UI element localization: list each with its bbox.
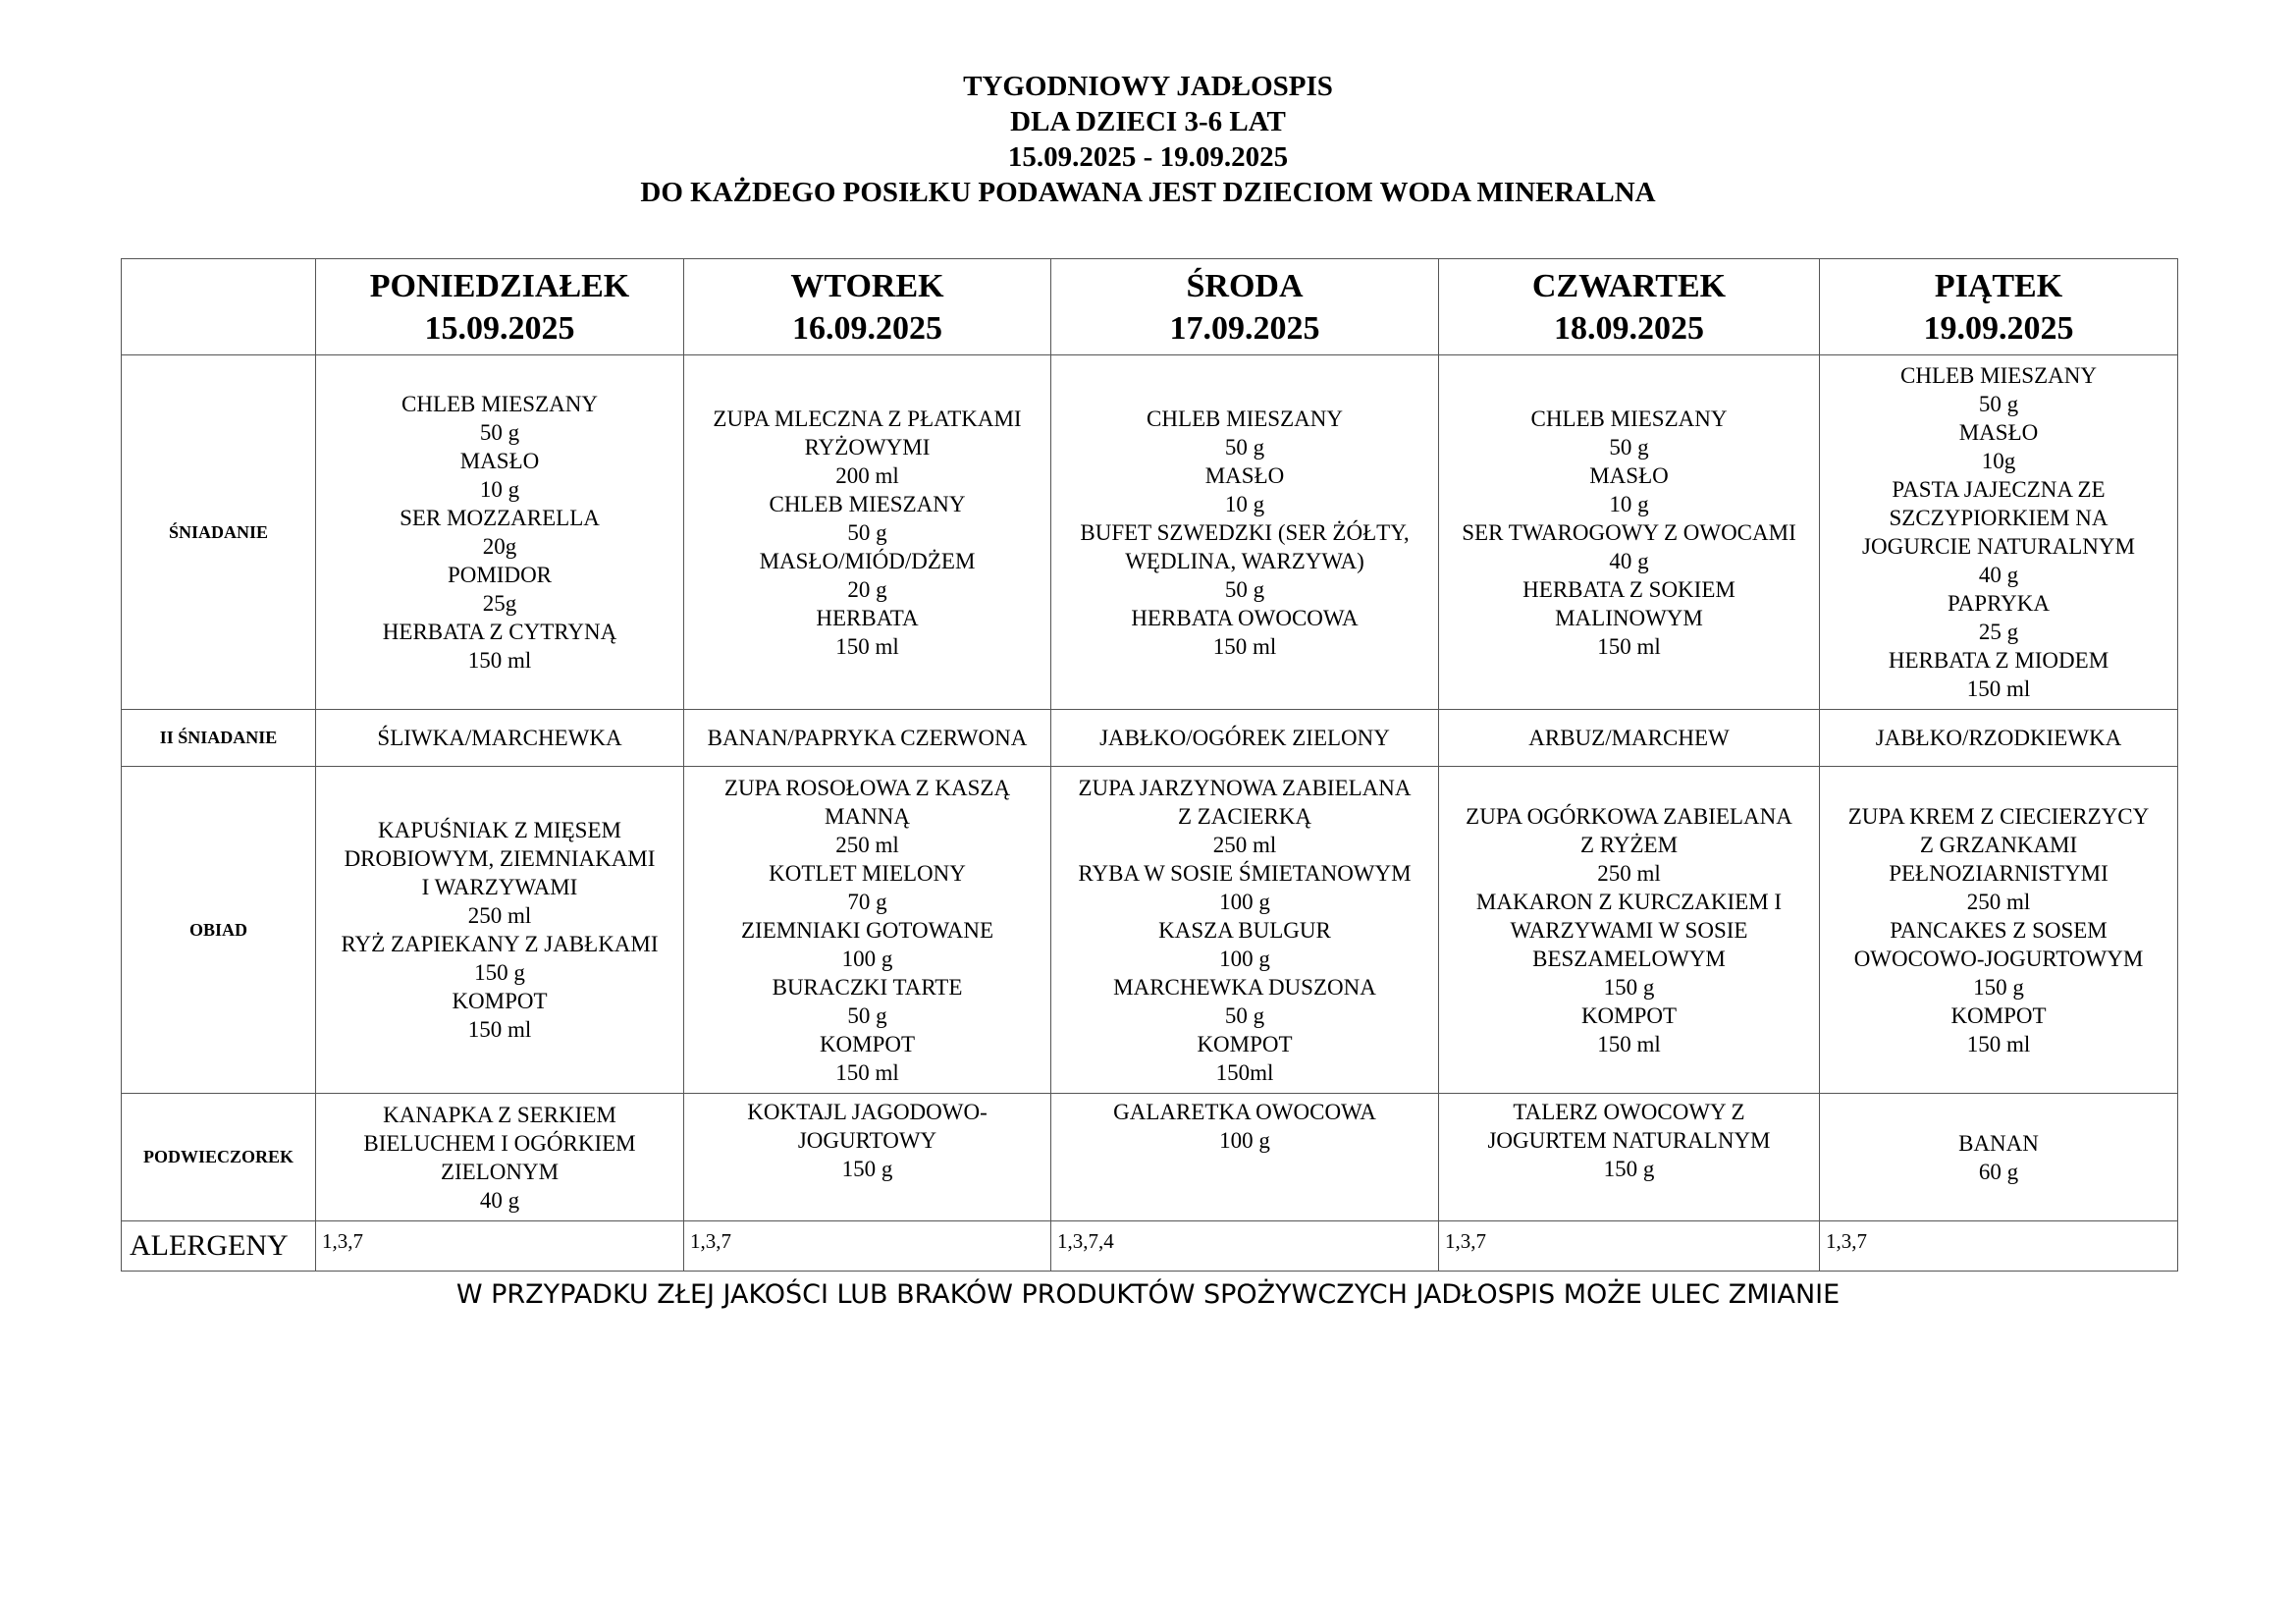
menu-item-line: CHLEB MIESZANY	[1900, 363, 2097, 388]
menu-item-line: 25g	[482, 591, 517, 616]
breakfast-row	[122, 355, 2178, 710]
menu-item-line: I WARZYWAMI	[421, 875, 578, 899]
allergens-row	[122, 1221, 2178, 1272]
meal-cell	[316, 355, 684, 710]
menu-item-line: 150 ml	[1966, 677, 2031, 701]
menu-item-line: HERBATA Z MIODEM	[1888, 648, 2109, 673]
menu-item-line: 150 g	[1603, 1157, 1655, 1181]
menu-item-line: RYBA W SOSIE ŚMIETANOWYM	[1078, 860, 1412, 886]
allergen-codes: 1,3,7	[316, 1221, 684, 1272]
menu-item-line: 50 g	[479, 420, 520, 445]
meal-cell	[1439, 355, 1820, 710]
menu-item-line: 50 g	[1978, 392, 2019, 416]
menu-item-line: 150 ml	[467, 1017, 532, 1042]
menu-item-line: RYŻ ZAPIEKANY Z JABŁKAMI	[341, 932, 659, 956]
menu-item-line: JABŁKO/OGÓREK ZIELONY	[1099, 726, 1390, 750]
menu-item-line: CHLEB MIESZANY	[1530, 406, 1728, 431]
menu-item-line: ZUPA JARZYNOWA ZABIELANA	[1078, 775, 1412, 800]
day-date: 19.09.2025	[1923, 309, 2074, 347]
menu-item-line: 250 ml	[835, 832, 899, 857]
day-date: 16.09.2025	[792, 309, 942, 347]
menu-item-line: 50 g	[847, 519, 887, 545]
allergen-codes: 1,3,7	[684, 1221, 1051, 1272]
menu-item-line: MALINOWYM	[1555, 605, 1703, 630]
menu-item-line: 50 g	[1224, 576, 1265, 602]
menu-item-line: 150 ml	[467, 648, 532, 673]
day-header	[684, 259, 1051, 355]
menu-item-line: ZUPA ROSOŁOWA Z KASZĄ	[723, 775, 1011, 800]
allergen-codes: 1,3,7,4	[1051, 1221, 1439, 1272]
menu-item-line: 150ml	[1215, 1059, 1274, 1085]
menu-item-line: 50 g	[1224, 434, 1265, 460]
snack-row	[122, 1094, 2178, 1221]
menu-item-line: KAPUŚNIAK Z MIĘSEM	[378, 818, 621, 842]
menu-item-line: 40 g	[1978, 563, 2019, 587]
menu-item-line: CHLEB MIESZANY	[1147, 406, 1343, 431]
meal-cell	[1439, 1094, 1820, 1221]
menu-item-line: 10 g	[1609, 491, 1649, 516]
menu-item-line: 50 g	[1224, 1002, 1265, 1028]
menu-item-line: PEŁNOZIARNISTYMI	[1889, 860, 2109, 886]
menu-item-line: ŚLIWKA/MARCHEWKA	[377, 726, 622, 750]
weekly-menu-table	[121, 258, 2178, 1272]
day-header	[1439, 259, 1820, 355]
menu-item-line: 150 g	[474, 960, 525, 985]
day-header-row	[122, 259, 2178, 355]
menu-item-line: Z ZACIERKĄ	[1177, 803, 1312, 829]
day-name: WTOREK	[790, 267, 944, 304]
menu-item-line: 150 ml	[1966, 1031, 2031, 1056]
menu-item-line: 40 g	[1609, 548, 1649, 573]
menu-item-line: MARCHEWKA DUSZONA	[1113, 974, 1376, 1000]
menu-item-line: Z GRZANKAMI	[1919, 832, 2078, 857]
menu-item-line: HERBATA Z CYTRYNĄ	[382, 620, 617, 644]
menu-item-line: 10g	[1981, 449, 2016, 473]
menu-item-line: 20 g	[847, 576, 887, 602]
menu-item-line: BESZAMELOWYM	[1532, 946, 1726, 971]
menu-item-line: RYŻOWYMI	[804, 434, 931, 460]
menu-item-line: ZUPA KREM Z CIECIERZYCY	[1847, 803, 2150, 829]
menu-item-line: BUFET SZWEDZKI (SER ŻÓŁTY,	[1080, 519, 1410, 545]
menu-item-line: ARBUZ/MARCHEW	[1528, 726, 1730, 750]
meal-label: ŚNIADANIE	[122, 355, 316, 710]
menu-item-line: 25 g	[1978, 620, 2019, 644]
meal-cell	[1051, 1094, 1439, 1221]
menu-item-line: 200 ml	[835, 462, 899, 488]
day-date: 15.09.2025	[424, 309, 575, 347]
menu-item-line: SZCZYPIORKIEM NA	[1889, 506, 2109, 530]
age-group: DLA DZIECI 3-6 LAT	[1010, 106, 1286, 137]
lunch-row	[122, 767, 2178, 1094]
menu-item-line: JOGURTEM NATURALNYM	[1487, 1128, 1771, 1153]
menu-item-line: JOGURCIE NATURALNYM	[1862, 534, 2135, 559]
meal-cell	[316, 710, 684, 767]
meal-label: OBIAD	[122, 767, 316, 1094]
menu-item-line: TALERZ OWOCOWY Z	[1513, 1100, 1745, 1124]
menu-item-line: ZUPA OGÓRKOWA ZABIELANA	[1466, 803, 1792, 829]
menu-item-line: Z RYŻEM	[1579, 832, 1679, 857]
menu-item-line: 60 g	[1978, 1159, 2019, 1184]
menu-item-line: 10 g	[1224, 491, 1265, 516]
date-range: 15.09.2025 - 19.09.2025	[1007, 141, 1289, 173]
menu-item-line: 100 g	[841, 946, 893, 971]
day-name: CZWARTEK	[1531, 267, 1727, 304]
menu-item-line: 150 g	[1603, 974, 1655, 1000]
menu-item-line: 100 g	[1219, 946, 1270, 971]
day-header	[1051, 259, 1439, 355]
menu-item-line: 50 g	[1609, 434, 1649, 460]
day-date: 17.09.2025	[1169, 309, 1320, 347]
meal-cell	[1820, 355, 2178, 710]
menu-item-line: JABŁKO/RZODKIEWKA	[1875, 726, 2122, 750]
menu-item-line: 250 ml	[1597, 860, 1661, 886]
menu-item-line: ZUPA MLECZNA Z PŁATKAMI	[713, 406, 1022, 431]
menu-item-line: BANAN/PAPRYKA CZERWONA	[707, 726, 1028, 750]
menu-item-line: WĘDLINA, WARZYWA)	[1125, 548, 1364, 573]
menu-item-line: 150 g	[1973, 974, 2024, 1000]
menu-item-line: MASŁO/MIÓD/DŻEM	[759, 548, 976, 573]
meal-cell	[316, 767, 684, 1094]
menu-item-line: GALARETKA OWOCOWA	[1113, 1100, 1376, 1124]
menu-item-line: ZIELONYM	[440, 1159, 560, 1184]
menu-item-line: BANAN	[1958, 1130, 2039, 1156]
menu-item-line: 150 ml	[835, 633, 899, 659]
menu-item-line: 150 ml	[1597, 1031, 1661, 1056]
menu-header	[0, 69, 2296, 210]
day-name: ŚRODA	[1186, 267, 1304, 304]
meal-cell	[684, 767, 1051, 1094]
menu-item-line: MASŁO	[1204, 462, 1285, 488]
menu-item-line: 250 ml	[1966, 889, 2031, 914]
menu-item-line: 150 ml	[1212, 633, 1277, 659]
meal-cell	[684, 355, 1051, 710]
menu-item-line: MASŁO	[1589, 462, 1669, 488]
menu-item-line: KOMPOT	[1950, 1002, 2047, 1028]
menu-item-line: 150 ml	[835, 1059, 899, 1085]
day-header	[1820, 259, 2178, 355]
meal-label: PODWIECZOREK	[122, 1094, 316, 1221]
second-breakfast-row	[122, 710, 2178, 767]
menu-item-line: POMIDOR	[447, 563, 553, 587]
corner-cell	[122, 259, 316, 355]
menu-item-line: BIELUCHEM I OGÓRKIEM	[363, 1130, 636, 1156]
menu-item-line: HERBATA Z SOKIEM	[1522, 576, 1735, 602]
menu-item-line: 250 ml	[467, 903, 532, 928]
menu-item-line: 70 g	[847, 889, 887, 914]
menu-item-line: KOMPOT	[1580, 1002, 1678, 1028]
menu-item-line: KASZA BULGUR	[1158, 917, 1331, 943]
menu-item-line: KOMPOT	[452, 989, 548, 1013]
menu-item-line: KOMPOT	[1197, 1031, 1293, 1056]
menu-item-line: 150 g	[841, 1157, 893, 1181]
menu-item-line: 100 g	[1219, 889, 1270, 914]
menu-item-line: 10 g	[479, 477, 520, 502]
allergen-codes: 1,3,7	[1439, 1221, 1820, 1272]
menu-item-line: HERBATA	[816, 605, 919, 630]
menu-item-line: PANCAKES Z SOSEM	[1890, 917, 2108, 943]
water-note: DO KAŻDEGO POSIŁKU PODAWANA JEST DZIECIOM WODA MINERALNA	[640, 177, 1656, 208]
menu-item-line: BURACZKI TARTE	[772, 974, 963, 1000]
allergen-codes: 1,3,7	[1820, 1221, 2178, 1272]
meal-cell	[1439, 767, 1820, 1094]
menu-item-line: OWOCOWO-JOGURTOWYM	[1853, 946, 2144, 971]
meal-cell	[1051, 355, 1439, 710]
meal-cell	[1820, 710, 2178, 767]
menu-item-line: PASTA JAJECZNA ZE	[1892, 477, 2106, 502]
menu-item-line: KOTLET MIELONY	[769, 860, 966, 886]
meal-cell	[1051, 710, 1439, 767]
meal-cell	[1051, 767, 1439, 1094]
meal-cell	[684, 710, 1051, 767]
menu-item-line: WARZYWAMI W SOSIE	[1510, 917, 1748, 943]
menu-item-line: DROBIOWYM, ZIEMNIAKAMI	[344, 846, 656, 871]
day-name: PIĄTEK	[1934, 267, 2063, 304]
meal-cell	[316, 1094, 684, 1221]
meal-cell	[1820, 767, 2178, 1094]
menu-item-line: 100 g	[1219, 1128, 1270, 1153]
day-name: PONIEDZIAŁEK	[369, 267, 630, 304]
menu-title: TYGODNIOWY JADŁOSPIS	[963, 71, 1333, 102]
menu-item-line: JOGURTOWY	[797, 1128, 937, 1153]
menu-item-line: KOKTAJL JAGODOWO-	[747, 1100, 988, 1124]
menu-item-line: MANNĄ	[825, 803, 910, 829]
menu-item-line: MASŁO	[1958, 420, 2039, 445]
menu-item-line: MAKARON Z KURCZAKIEM I	[1475, 889, 1783, 914]
menu-item-line: CHLEB MIESZANY	[401, 392, 598, 416]
allergens-label: ALERGENY	[122, 1221, 316, 1272]
menu-item-line: 150 ml	[1597, 633, 1661, 659]
menu-item-line: KANAPKA Z SERKIEM	[383, 1102, 616, 1127]
menu-item-line: HERBATA OWOCOWA	[1131, 605, 1359, 630]
meal-label: II ŚNIADANIE	[122, 710, 316, 767]
menu-item-line: PAPRYKA	[1948, 591, 2050, 616]
change-notice: W PRZYPADKU ZŁEJ JAKOŚCI LUB BRAKÓW PRODUKTÓW SPOŻYWCZYCH JADŁOSPIS MOŻE ULEC ZMIANIE	[455, 1279, 1841, 1310]
day-header	[316, 259, 684, 355]
menu-item-line: ZIEMNIAKI GOTOWANE	[741, 917, 993, 943]
menu-item-line: 20g	[482, 534, 517, 559]
menu-item-line: CHLEB MIESZANY	[769, 491, 966, 516]
menu-item-line: MASŁO	[459, 449, 540, 473]
menu-item-line: 50 g	[847, 1002, 887, 1028]
menu-item-line: 40 g	[479, 1187, 520, 1213]
menu-item-line: SER TWAROGOWY Z OWOCAMI	[1462, 519, 1796, 545]
menu-item-line: KOMPOT	[819, 1031, 916, 1056]
meal-cell	[1439, 710, 1820, 767]
menu-item-line: 250 ml	[1212, 832, 1277, 857]
meal-cell	[1820, 1094, 2178, 1221]
day-date: 18.09.2025	[1554, 309, 1704, 347]
meal-cell	[684, 1094, 1051, 1221]
menu-item-line: SER MOZZARELLA	[400, 506, 600, 530]
